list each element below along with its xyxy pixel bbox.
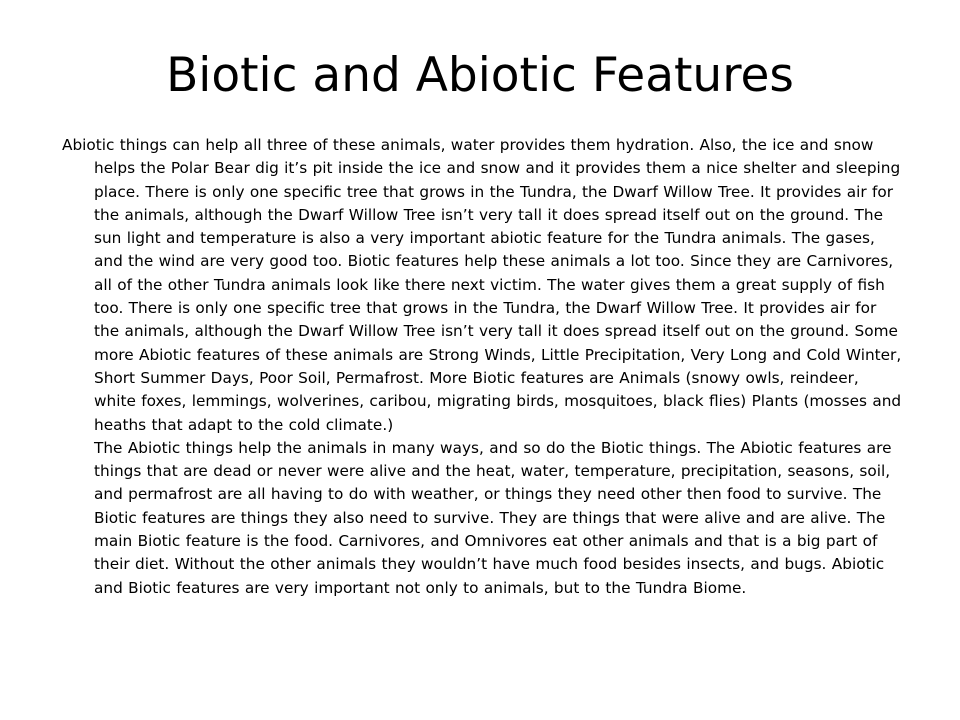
body-paragraph-1: Abiotic things can help all three of these animals, water provides them hydration. Also, the ice and snow helps the Polar Bear dig it’s pit inside the ice and snow and it provides them a nice shelter and sleeping place. There is only one specific tree that grows in the Tundra, the Dwarf Willow Tree. It provides air for the animals, although the Dwarf Willow Tree isn’t very tall it does spread itself out on the ground. The sun light and temperature is also a very important abiotic feature for the Tundra animals. The gases, and the wind are very good too. Biotic features help these animals a lot too. Since they are Carnivores, all of the other Tundra animals look like there next victim. The water gives them a great supply of fish too. There is only one specific tree that grows in the Tundra, the Dwarf Willow Tree. It provides air for the animals, although the Dwarf Willow Tree isn’t very tall it does spread itself out on the ground. Some more Abiotic features of these animals are Strong Winds, Little Precipitation, Very Long and Cold Winter, Short Summer Days, Poor Soil, Permafrost. More Biotic features are Animals (snowy owls, reindeer, white foxes, lemmings, wolverines, caribou, migrating birds, mosquitoes, black flies) Plants (mosses and heaths that adapt to the cold climate.) — [62, 136, 902, 434]
slide-body — [62, 134, 902, 600]
body-paragraph-2: The Abiotic things help the animals in many ways, and so do the Biotic things. The Abiotic features are things that are dead or never were alive and the heat, water, temperature, precipitation, seasons, soil, and permafrost are all having to do with weather, or things they need other then food to survive. The Biotic features are things they also need to survive. They are things that were alive and are alive. The main Biotic feature is the food. Carnivores, and Omnivores eat other animals and that is a big part of their diet. Without the other animals they wouldn’t have much food besides insects, and bugs. Abiotic and Biotic features are very important not only to animals, but to the Tundra Biome. — [94, 438, 892, 597]
slide-title: Biotic and Abiotic Features — [166, 48, 794, 103]
